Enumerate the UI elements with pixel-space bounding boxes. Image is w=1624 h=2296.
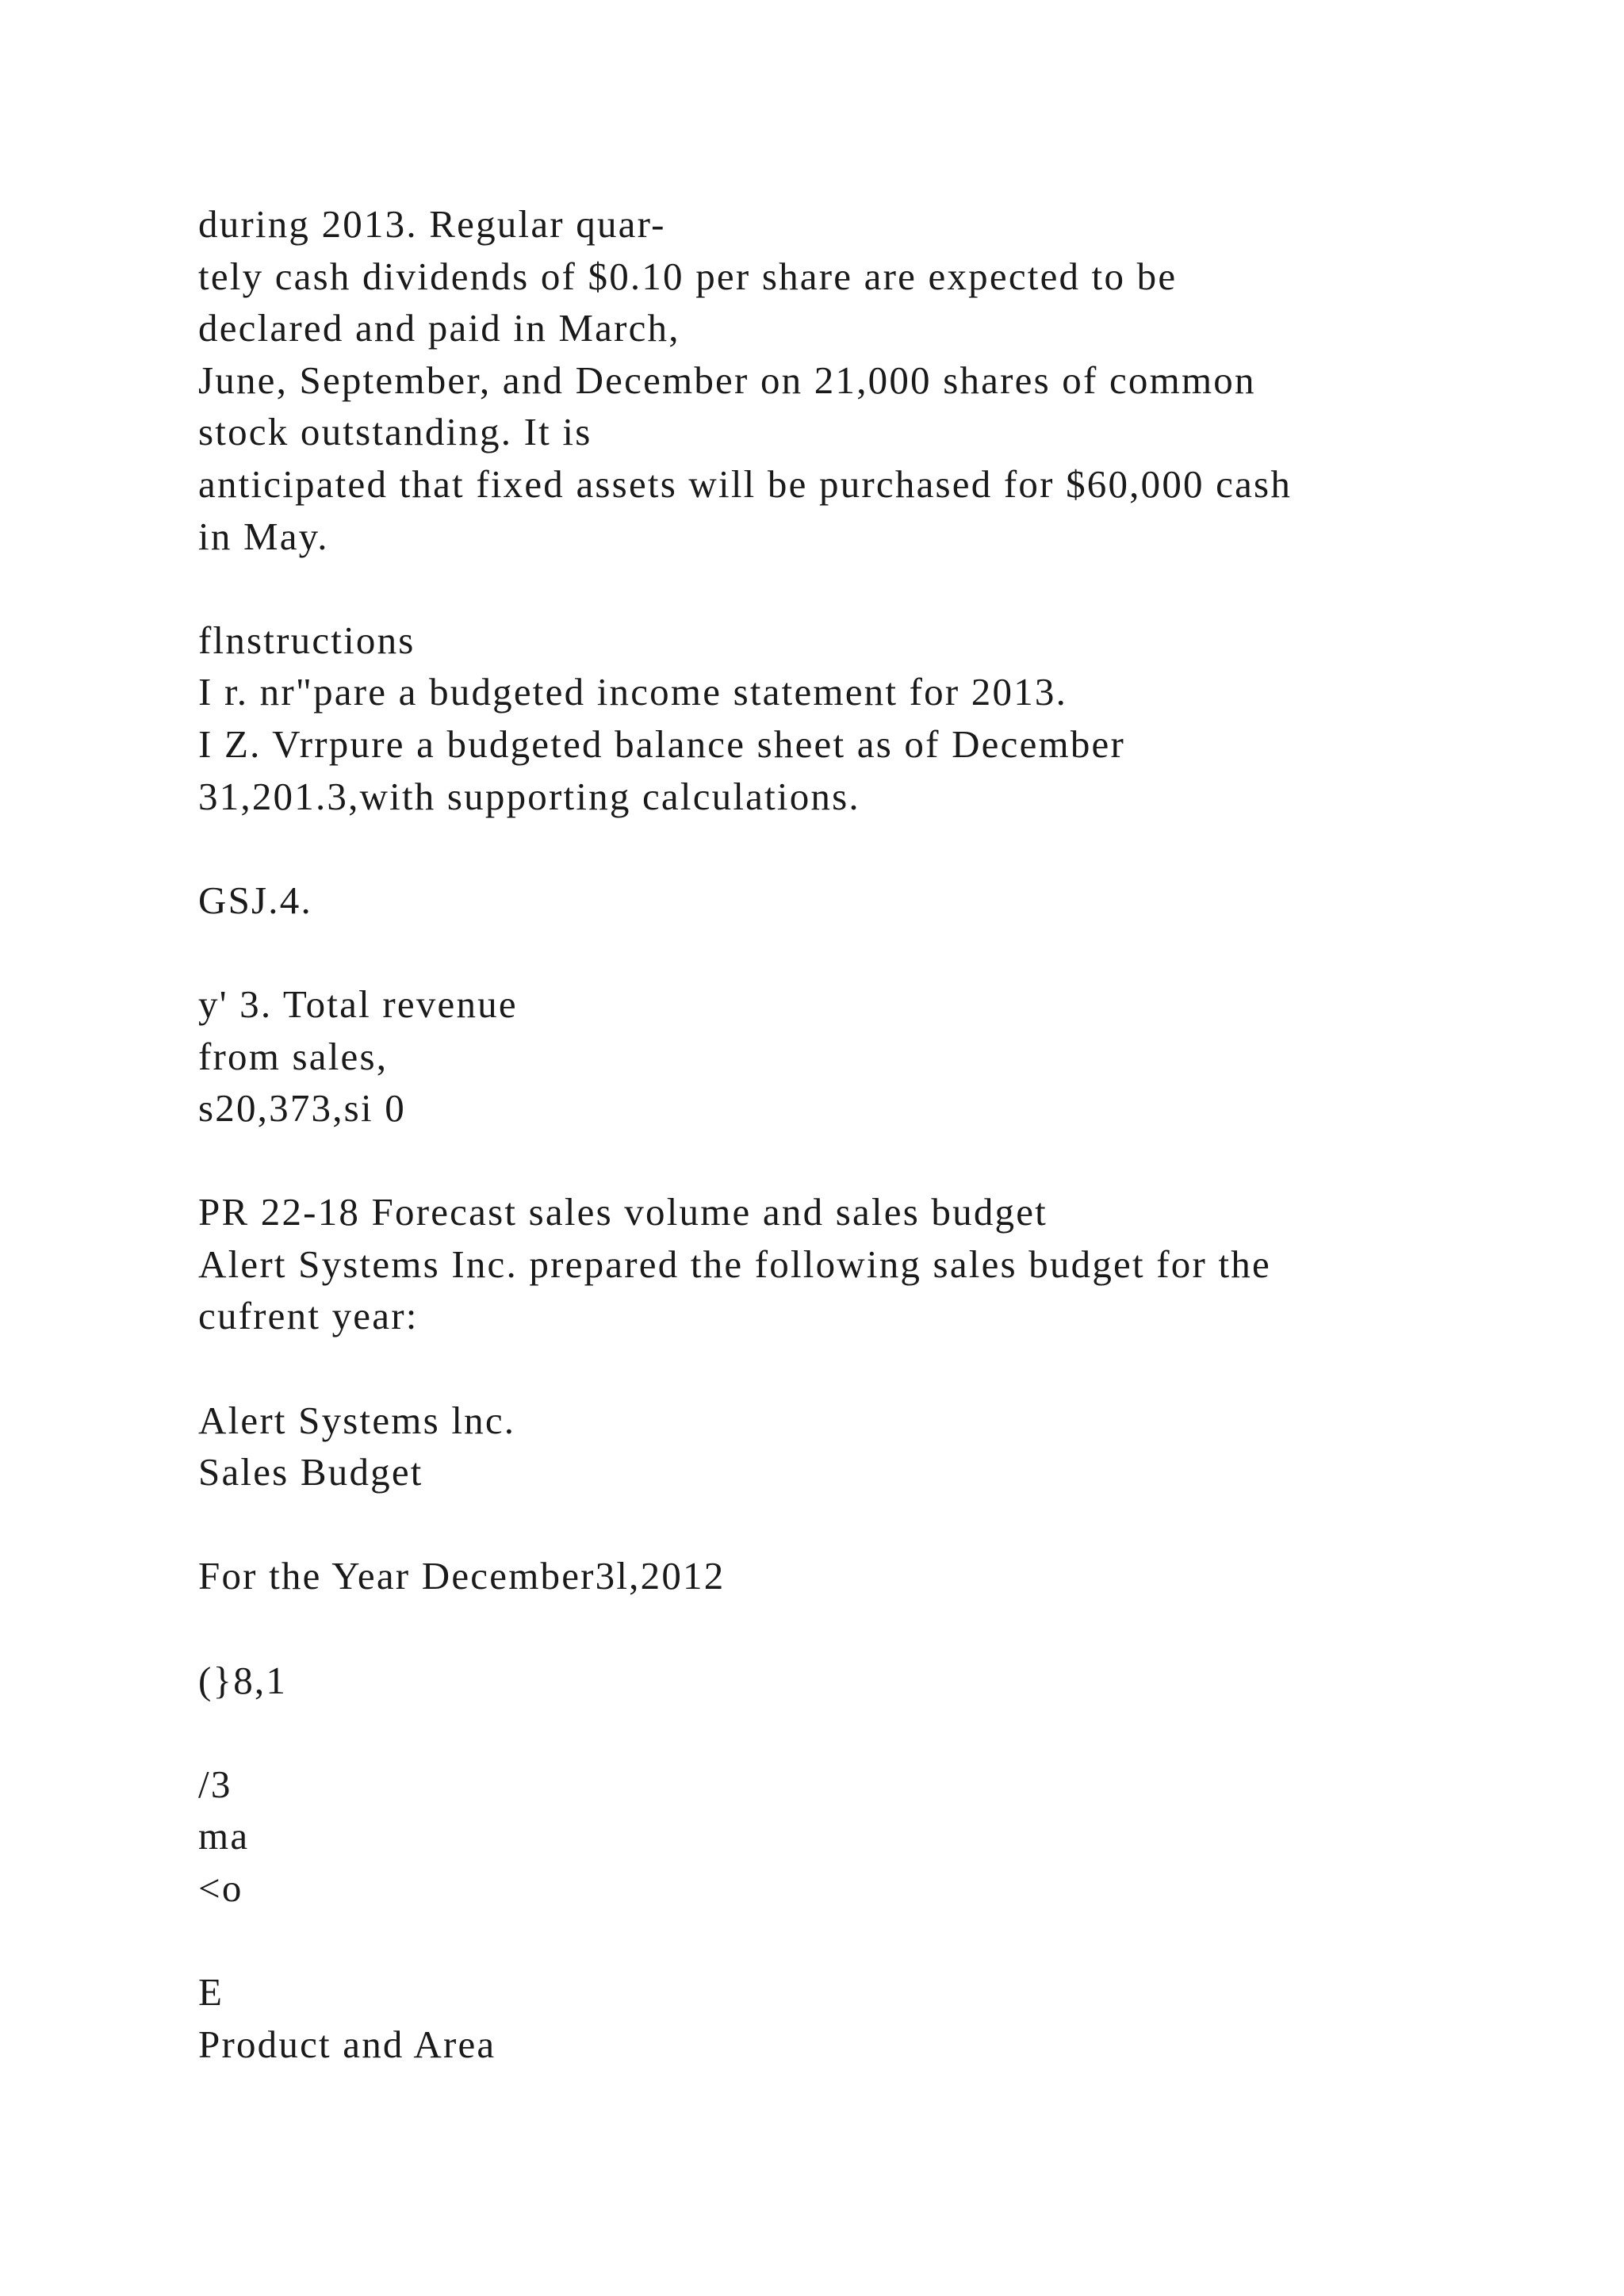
- text-line: declared and paid in March,: [198, 306, 680, 350]
- text-line: E: [198, 1970, 224, 2015]
- period-line: For the Year December3l,2012: [198, 1554, 726, 1598]
- instruction-item: 31,201.3,with supporting calculations.: [198, 774, 860, 818]
- text-line: <o: [198, 1866, 243, 1910]
- text-line: cufrent year:: [198, 1294, 419, 1338]
- text-line: in May.: [198, 514, 329, 558]
- paragraph-gap: [198, 926, 1499, 978]
- text-line: tely cash dividends of $0.10 per share are expected to be: [198, 254, 1178, 298]
- text-line: Alert Systems Inc. prepared the following sales budget for the: [198, 1242, 1271, 1286]
- document-body: [198, 198, 1499, 2070]
- paragraph-gap: [198, 562, 1499, 614]
- text-line: s20,373,si 0: [198, 1086, 406, 1131]
- text-line: from sales,: [198, 1034, 389, 1078]
- problem-title: PR 22-18 Forecast sales volume and sales budget: [198, 1190, 1048, 1234]
- paragraph-gap: [198, 1706, 1499, 1758]
- company-name: Alert Systems lnc.: [198, 1398, 516, 1442]
- problem-heading: [198, 1186, 1499, 1342]
- text-line: stock outstanding. It is: [198, 410, 592, 454]
- text-line: Product and Area: [198, 2022, 496, 2066]
- instructions-heading: flnstructions: [198, 618, 416, 662]
- paragraph-gap: [198, 1498, 1499, 1551]
- instruction-item: I Z. Vrrpure a budgeted balance sheet as of December: [198, 721, 1126, 766]
- paragraph-gap: [198, 1602, 1499, 1655]
- text-line: /3: [198, 1762, 232, 1806]
- budget-period: [198, 1550, 1499, 1602]
- instruction-item: I r. nr"pare a budgeted income statement for 2013.: [198, 670, 1068, 714]
- paragraph-gap: [198, 1915, 1499, 1967]
- text-line: y' 3. Total revenue: [198, 982, 518, 1026]
- gsj-label: [198, 874, 1499, 927]
- paragraph-gap: [198, 1135, 1499, 1187]
- text-line: ma: [198, 1814, 250, 1858]
- column-heading: [198, 1966, 1499, 2070]
- ocr-fragment: [198, 1758, 1499, 1915]
- text-line: June, September, and December on 21,000 shares of common: [198, 358, 1256, 402]
- instructions-block: [198, 614, 1499, 822]
- text-line: anticipated that fixed assets will be purchased for $60,000 cash: [198, 461, 1293, 506]
- dividends-paragraph: [198, 198, 1499, 562]
- text-line: during 2013. Regular quar-: [198, 202, 666, 246]
- budget-title: [198, 1395, 1499, 1498]
- paragraph-gap: [198, 1342, 1499, 1395]
- revenue-note: [198, 978, 1499, 1135]
- paragraph-gap: [198, 822, 1499, 874]
- statement-name: Sales Budget: [198, 1450, 423, 1494]
- ocr-fragment: [198, 1655, 1499, 1707]
- text-line: GSJ.4.: [198, 878, 312, 922]
- text-line: (}8,1: [198, 1658, 288, 1702]
